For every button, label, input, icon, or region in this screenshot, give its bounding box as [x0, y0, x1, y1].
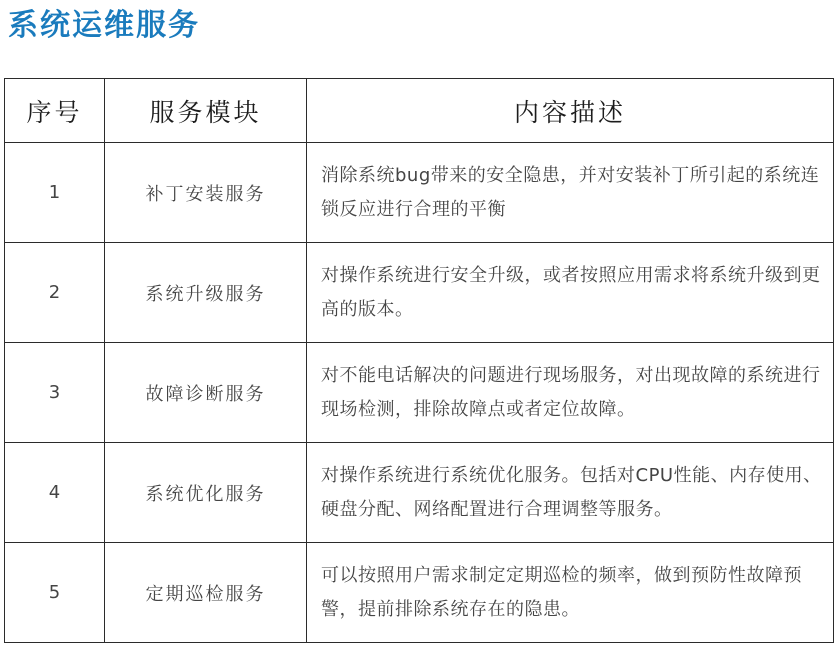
row-module: 系统优化服务	[105, 443, 307, 543]
table-row	[5, 243, 834, 343]
row-module: 定期巡检服务	[105, 543, 307, 643]
header-description: 内容描述	[307, 79, 834, 143]
page-title: 系统运维服务	[8, 8, 200, 43]
row-index: 1	[5, 143, 105, 243]
row-index: 2	[5, 243, 105, 343]
table-header-row	[5, 79, 834, 143]
row-description: 消除系统bug带来的安全隐患，并对安装补丁所引起的系统连锁反应进行合理的平衡	[307, 143, 834, 243]
row-description: 可以按照用户需求制定定期巡检的频率，做到预防性故障预警，提前排除系统存在的隐患。	[307, 543, 834, 643]
header-module: 服务模块	[105, 79, 307, 143]
row-description: 对操作系统进行系统优化服务。包括对CPU性能、内存使用、硬盘分配、网络配置进行合理调整等服务。	[307, 443, 834, 543]
row-description: 对不能电话解决的问题进行现场服务，对出现故障的系统进行现场检测，排除故障点或者定位故障。	[307, 343, 834, 443]
row-index: 3	[5, 343, 105, 443]
row-description: 对操作系统进行安全升级，或者按照应用需求将系统升级到更高的版本。	[307, 243, 834, 343]
header-index: 序号	[5, 79, 105, 143]
table-row	[5, 543, 834, 643]
row-module: 系统升级服务	[105, 243, 307, 343]
table-row	[5, 143, 834, 243]
table-row	[5, 443, 834, 543]
row-module: 补丁安装服务	[105, 143, 307, 243]
service-table	[4, 78, 834, 643]
table-row	[5, 343, 834, 443]
row-index: 4	[5, 443, 105, 543]
row-index: 5	[5, 543, 105, 643]
row-module: 故障诊断服务	[105, 343, 307, 443]
